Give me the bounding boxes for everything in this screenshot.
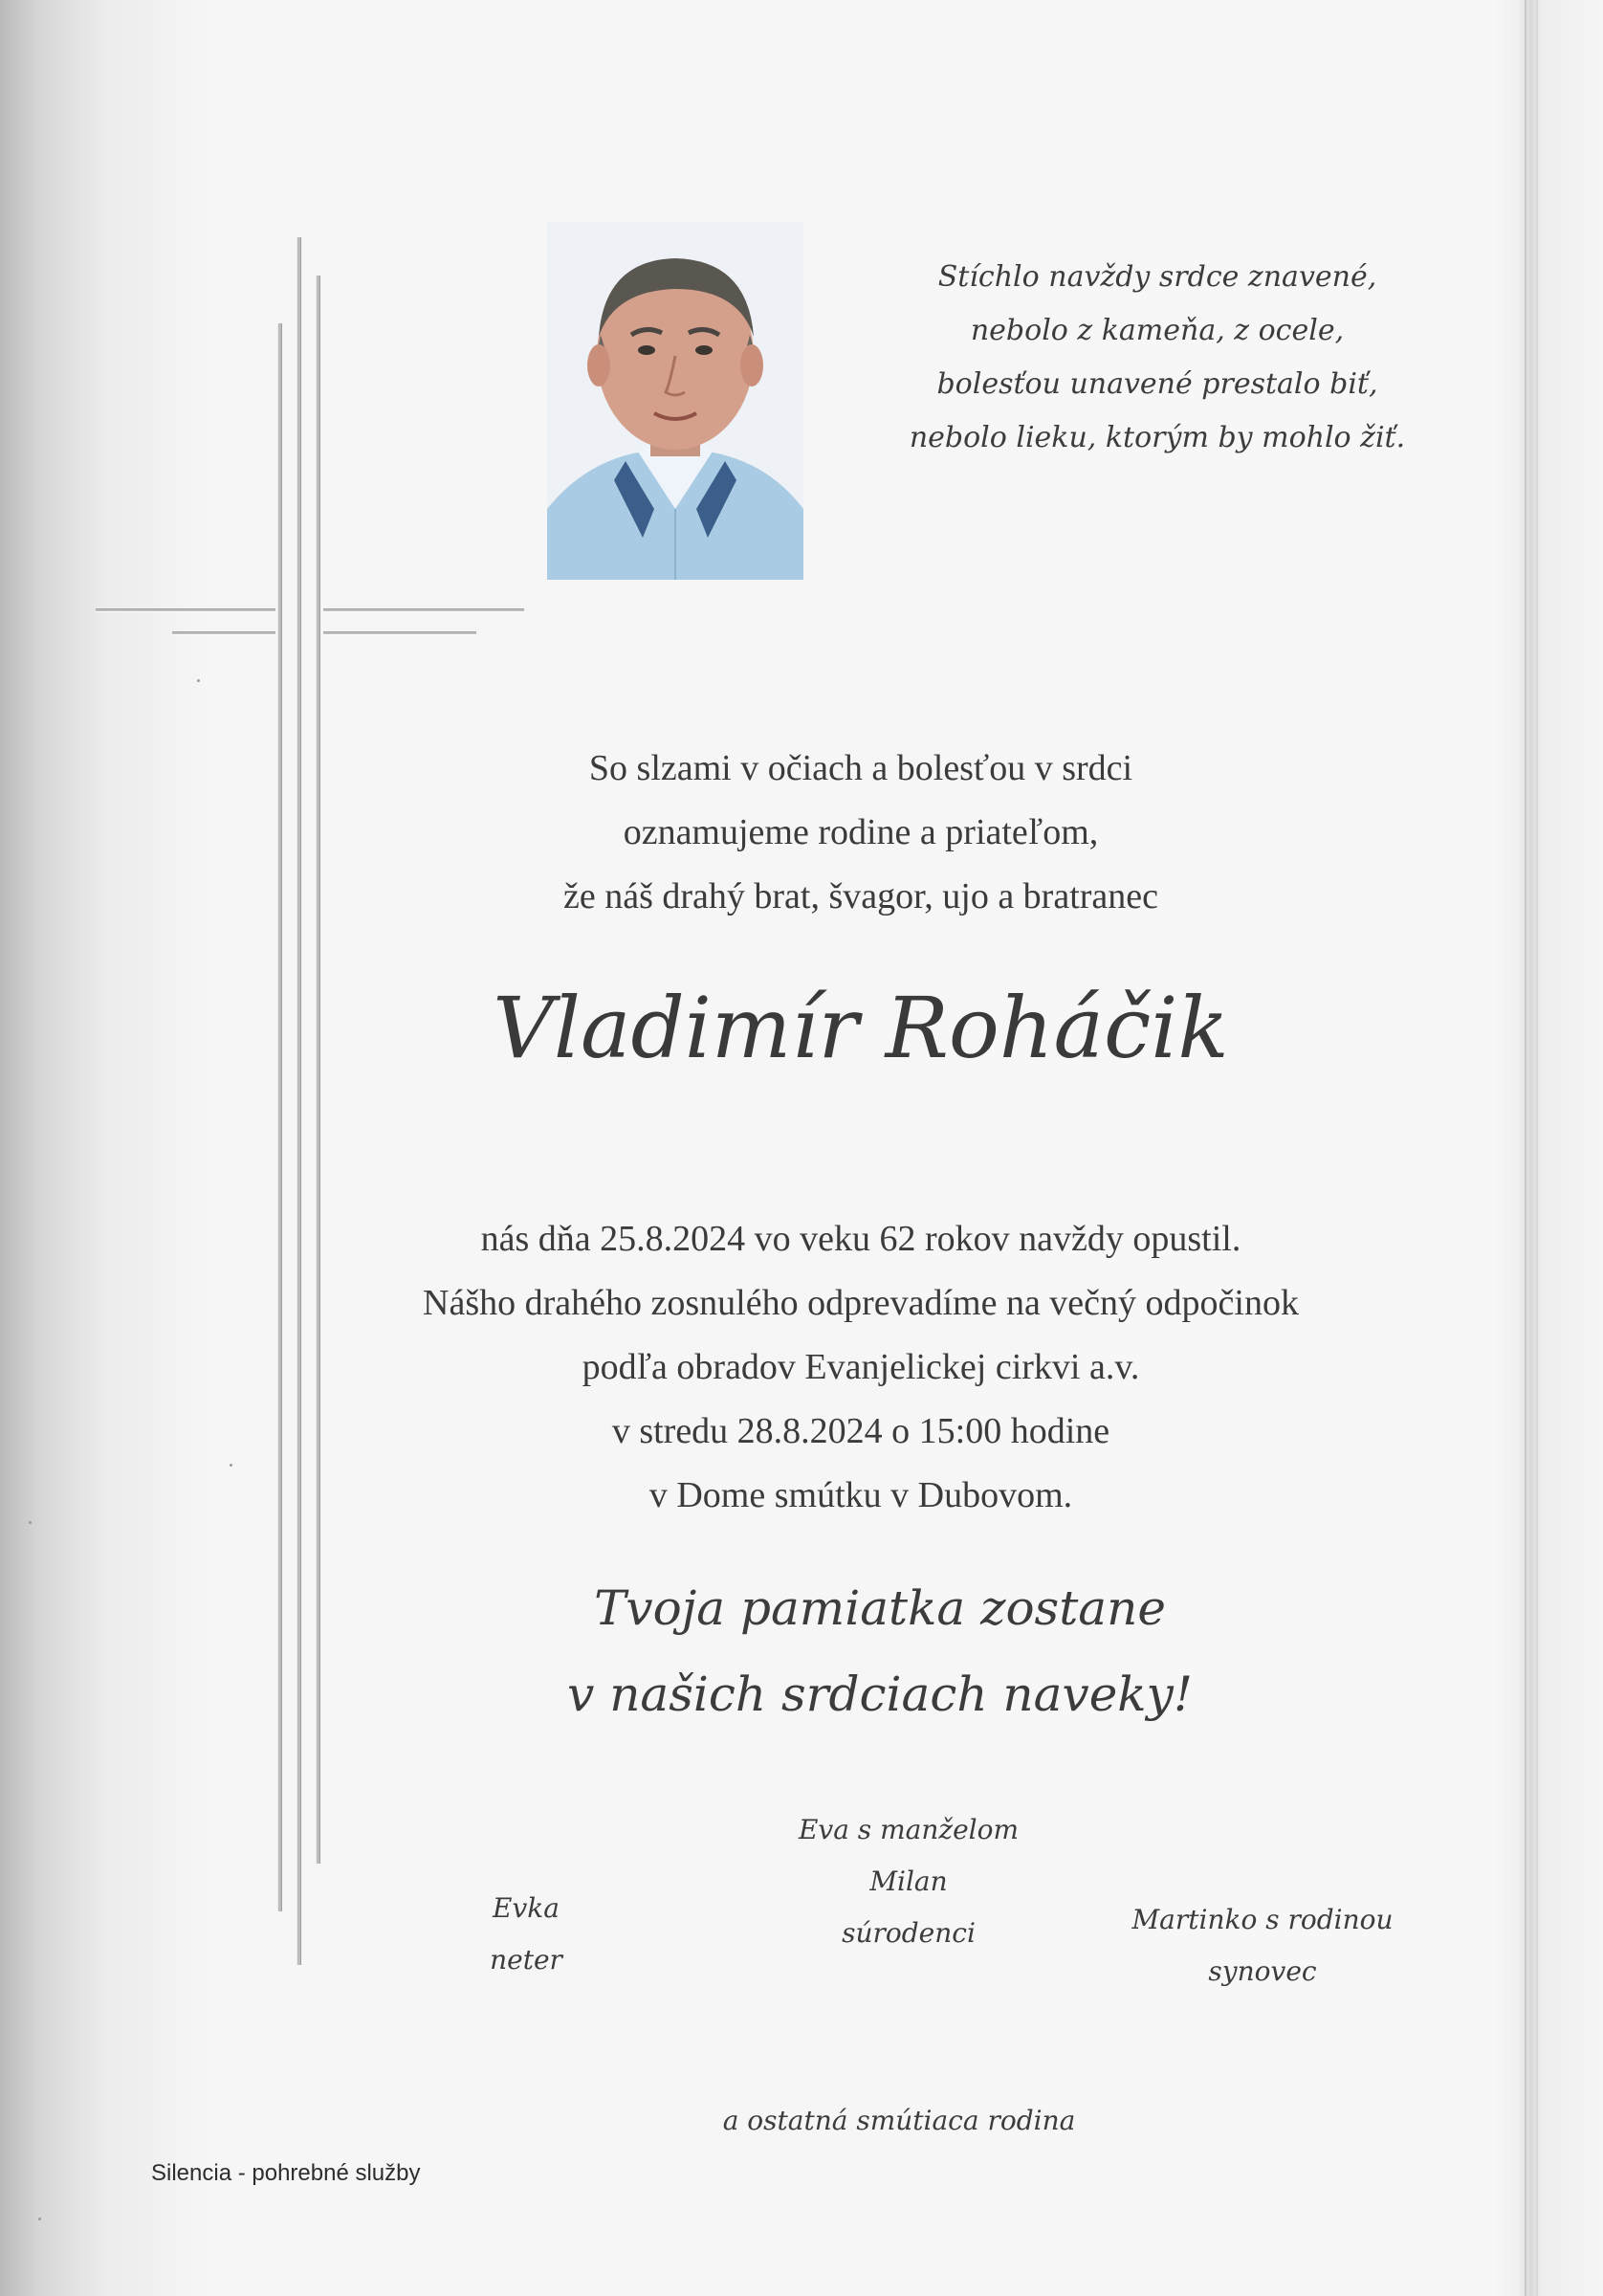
memorial-motto [402,1565,1358,1737]
details-line: podľa obradov Evanjelickej cirkvi a.v. [582,1347,1140,1387]
announcement-line: že náš drahý brat, švagor, ujo a bratranec [562,876,1159,916]
poem-line: bolesťou unavené prestalo biť, [936,367,1378,401]
right-edge-line [1525,0,1526,2296]
portrait-photo [547,222,803,580]
signature-nephew [1100,1894,1425,1998]
signature-niece [430,1883,622,1986]
funeral-details [335,1207,1387,1528]
motto-line: Tvoja pamiatka zostane [594,1580,1166,1636]
deceased-name: Vladimír Roháčik [493,979,1229,1077]
right-edge-line-2 [1536,0,1538,2296]
signature-relation: súrodenci [842,1917,976,1949]
poem-line: nebolo z kameňa, z ocele, [970,314,1345,347]
details-line: nás dňa 25.8.2024 vo veku 62 rokov navždy opustil. [480,1219,1241,1259]
paper-speck [38,2218,41,2220]
funeral-service-credit: Silencia - pohrebné služby [151,2160,421,2186]
signature-siblings [746,1804,1071,1959]
signature-family: a ostatná smútiaca rodina [722,2105,1076,2136]
announcement-line: oznamujeme rodine a priateľom, [623,812,1099,852]
signature-name: Martinko s rodinou [1131,1904,1394,1935]
poem [823,251,1492,465]
signature-name-2: Milan [869,1866,948,1897]
paper-speck [230,1464,232,1467]
signature-relation: neter [490,1944,562,1976]
details-line: v stredu 28.8.2024 o 15:00 hodine [611,1411,1110,1451]
signature-relation: synovec [1208,1955,1317,1987]
motto-line: v našich srdciach naveky! [567,1667,1193,1722]
paper-speck [29,1521,32,1524]
paper-speck [197,679,200,682]
poem-line: nebolo lieku, ktorým by mohlo žiť. [909,421,1406,454]
details-line: Nášho drahého zosnulého odprevadíme na večný odpočinok [423,1283,1299,1323]
signature-name: Eva s manželom [798,1814,1020,1845]
signature-name: Evka [493,1892,560,1924]
poem-line: Stíchlo navždy srdce znavené, [937,260,1377,294]
announcement-line: So slzami v očiach a bolesťou v srdci [588,748,1133,788]
details-line: v Dome smútku v Dubovom. [648,1475,1073,1515]
announcement [335,737,1387,929]
